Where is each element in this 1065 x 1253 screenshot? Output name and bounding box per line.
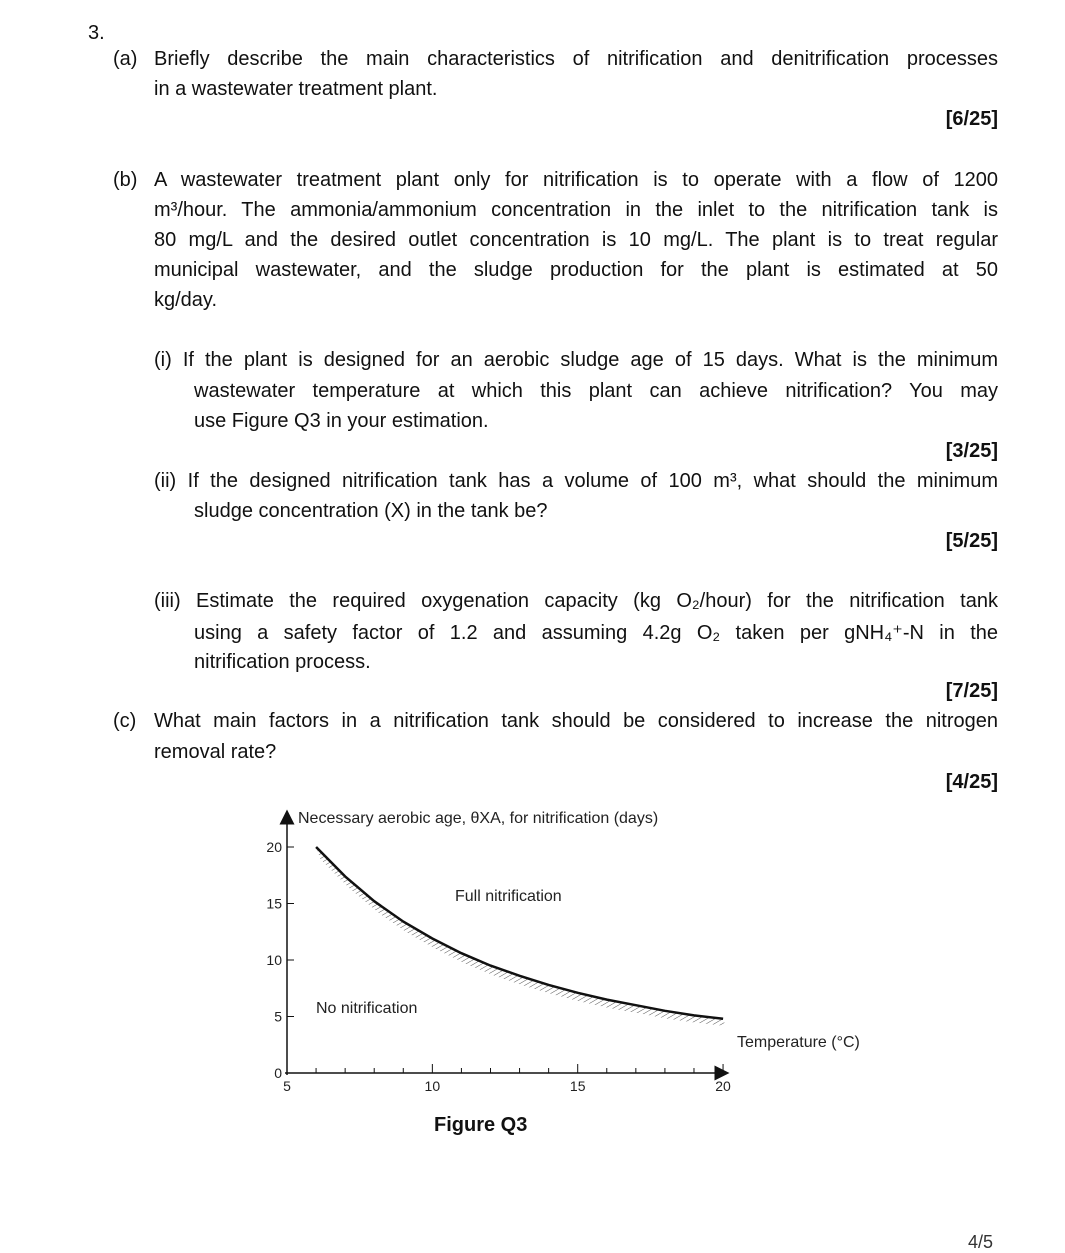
question-number: 3. — [88, 22, 105, 45]
part-a-label: (a) — [113, 48, 137, 71]
part-b-iii-line-2: using a safety factor of 1.2 and assuming 4.2g O₂ taken per gNH₄⁺-N in the — [194, 620, 998, 645]
x-tick-label: 20 — [715, 1078, 731, 1094]
part-b-i-line-2: wastewater temperature at which this plant can achieve nitrification? You may — [194, 380, 998, 403]
y-tick-label: 5 — [274, 1009, 282, 1025]
part-c-label: (c) — [113, 710, 136, 733]
part-b-line-3: 80 mg/L and the desired outlet concentration is 10 mg/L. The plant is to treat regular — [154, 229, 998, 252]
part-b-i-line-3: use Figure Q3 in your estimation. — [194, 410, 489, 433]
part-b-iii-marks: [7/25] — [946, 680, 998, 703]
x-tick-label: 15 — [570, 1078, 586, 1094]
figure-caption: Figure Q3 — [434, 1114, 527, 1137]
y-tick-label: 10 — [266, 952, 282, 968]
part-b-i-line-1: (i) If the plant is designed for an aerobic sludge age of 15 days. What is the minimum — [154, 349, 998, 372]
part-a-line-1: Briefly describe the main characteristics of nitrification and denitrification processes — [154, 48, 998, 71]
x-tick-label: 10 — [425, 1078, 441, 1094]
annotation-full-nitrification: Full nitrification — [455, 888, 562, 905]
page-number: 4/5 — [968, 1232, 993, 1253]
y-tick-label: 15 — [266, 896, 282, 912]
part-b-line-5: kg/day. — [154, 289, 217, 312]
part-c-line-2: removal rate? — [154, 741, 276, 764]
annotation-no-nitrification: No nitrification — [316, 1000, 417, 1017]
nitrification-curve — [316, 847, 723, 1019]
part-a-marks: [6/25] — [946, 108, 998, 131]
part-b-i-marks: [3/25] — [946, 440, 998, 463]
part-b-ii-line-2: sludge concentration (X) in the tank be? — [194, 500, 548, 523]
x-axis-title: Temperature (°C) — [737, 1034, 860, 1051]
part-b-line-1: A wastewater treatment plant only for nitrification is to operate with a flow of 1200 — [154, 169, 998, 192]
part-b-ii-line-1: (ii) If the designed nitrification tank has a volume of 100 m³, what should the minimum — [154, 470, 998, 493]
part-c-marks: [4/25] — [946, 771, 998, 794]
y-tick-label: 0 — [274, 1065, 282, 1081]
y-axis-title: Necessary aerobic age, θXA, for nitrification (days) — [298, 810, 658, 827]
y-tick-label: 20 — [266, 839, 282, 855]
part-c-line-1: What main factors in a nitrification tank should be considered to increase the nitrogen — [154, 710, 998, 733]
part-b-line-4: municipal wastewater, and the sludge production for the plant is estimated at 50 — [154, 259, 998, 282]
part-b-iii-line-1: (iii) Estimate the required oxygenation capacity (kg O₂/hour) for the nitrification tank — [154, 590, 998, 613]
part-a-line-2: in a wastewater treatment plant. — [154, 78, 437, 101]
x-tick-label: 5 — [283, 1078, 291, 1094]
part-b-line-2: m³/hour. The ammonia/ammonium concentration in the inlet to the nitrification tank is — [154, 199, 998, 222]
part-b-iii-line-3: nitrification process. — [194, 651, 371, 674]
part-b-ii-marks: [5/25] — [946, 530, 998, 553]
part-b-label: (b) — [113, 169, 137, 192]
nitrification-chart — [230, 795, 890, 1105]
